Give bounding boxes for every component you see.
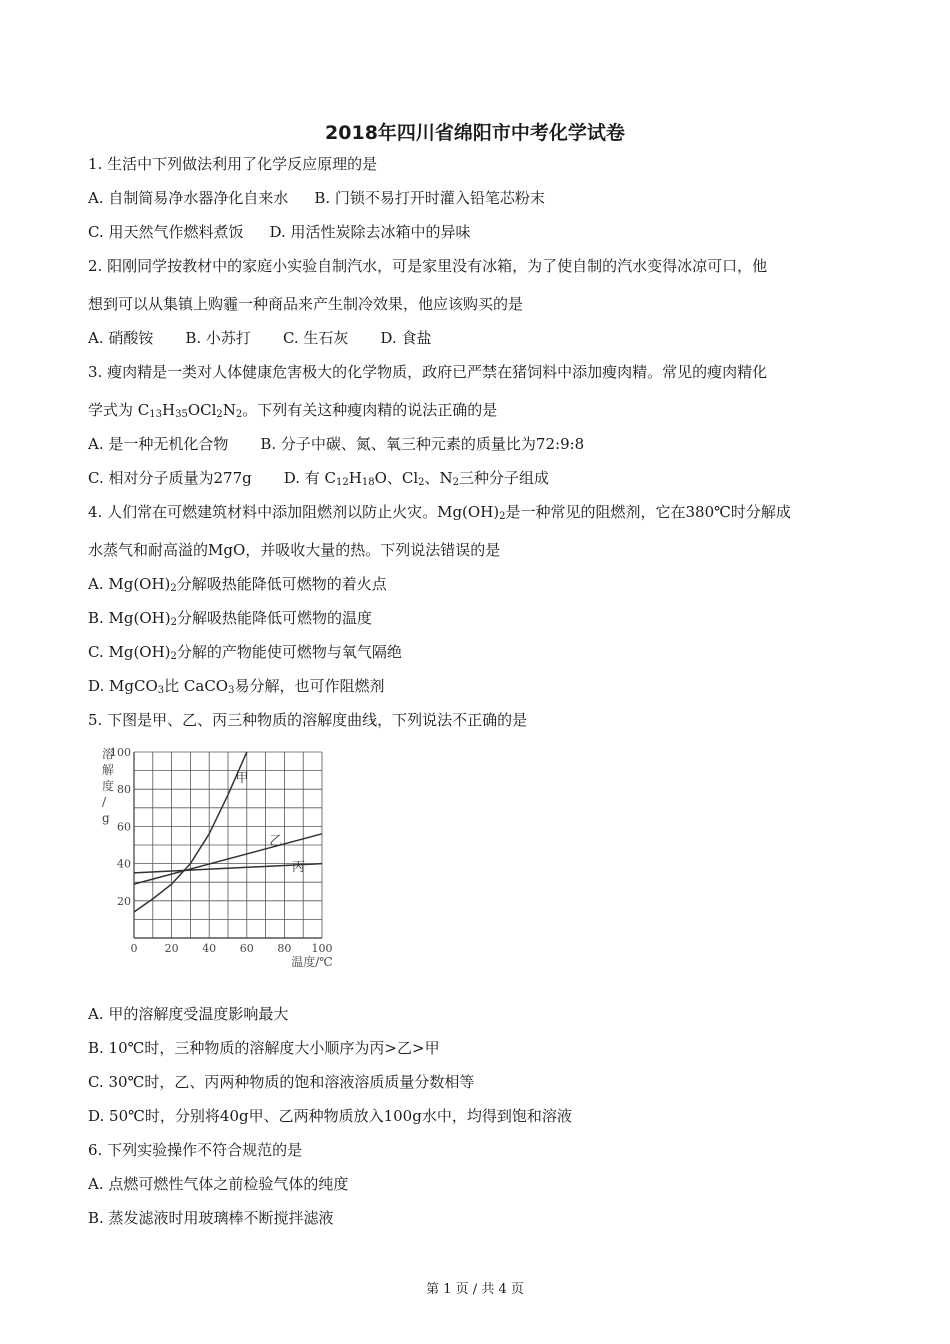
x-tick-label: 100	[311, 942, 333, 955]
y-axis-label: 度	[102, 779, 115, 793]
subscript: 18	[361, 477, 375, 488]
q4-option-b	[88, 608, 372, 628]
q3-text: D. 有 C	[283, 469, 336, 487]
q5-option-b: B. 10℃时，三种物质的溶解度大小顺序为丙>乙>甲	[88, 1039, 440, 1057]
y-axis-label: 溶	[102, 747, 115, 761]
q1-options-cd	[88, 222, 471, 242]
q4-text: A. Mg(OH)	[88, 575, 171, 593]
q4-text: 分解吸热能降低可燃物的温度	[176, 609, 372, 627]
q5-option-a: A. 甲的溶解度受温度影响最大	[88, 1005, 289, 1023]
subscript: 2	[418, 477, 425, 488]
q4-text: 易分解，也可作阻燃剂	[234, 677, 385, 695]
subscript: 3	[228, 685, 235, 696]
y-tick-label: 80	[117, 783, 131, 797]
y-tick-label: 100	[110, 746, 131, 759]
q3-stem-line1: 3. 瘦肉精是一类对人体健康危害极大的化学物质，政府已严禁在猪饲料中添加瘦肉精。常见的瘦肉精化	[88, 363, 768, 381]
x-tick-label: 0	[130, 942, 138, 955]
q3-option-c: C. 相对分子质量为277g	[88, 469, 252, 487]
q4-option-c	[88, 642, 402, 662]
subscript: 2	[452, 477, 460, 488]
q3-text: 。下列有关这种瘦肉精的说法正确的是	[242, 401, 498, 419]
subscript: 13	[149, 409, 162, 420]
q1-stem: 1. 生活中下列做法利用了化学反应原理的是	[88, 155, 378, 173]
q4-text: D. MgCO	[88, 677, 158, 695]
q4-option-a	[88, 574, 387, 594]
q1-option-a: A. 自制简易净水器净化自来水	[88, 189, 289, 207]
q5-option-c: C. 30℃时，乙、丙两种物质的饱和溶液溶质质量分数相等	[88, 1073, 475, 1091]
x-tick-label: 20	[164, 942, 179, 955]
q3-text: H	[161, 401, 176, 419]
subscript: 2	[235, 409, 243, 420]
x-axis-label: 温度/℃	[291, 955, 333, 969]
q3-text: 学式为 C	[88, 401, 150, 419]
q4-text: 比 CaCO	[164, 677, 229, 695]
subscript: 2	[170, 651, 177, 662]
q1-option-c: C. 用天然气作燃料煮饭	[88, 223, 244, 241]
subscript: 2	[216, 409, 223, 420]
y-axis-label: /	[102, 795, 107, 809]
q4-stem-line2: 水蒸气和耐高溢的MgO，并吸收大量的热。下列说法错误的是	[88, 541, 501, 559]
q3-options-ab	[88, 434, 584, 454]
q2-options	[88, 328, 431, 348]
subscript: 2	[170, 583, 177, 594]
q3-text: OCl	[187, 401, 217, 419]
q4-text: B. Mg(OH)	[88, 609, 171, 627]
series-label: 甲	[235, 770, 249, 786]
q4-text: 分解的产物能使可燃物与氧气隔绝	[176, 643, 402, 661]
q4-text: 分解吸热能降低可燃物的着火点	[176, 575, 387, 593]
q2-option-a: A. 硝酸铵	[88, 329, 154, 347]
q2-option-c: C. 生石灰	[282, 329, 349, 347]
x-tick-label: 60	[239, 942, 254, 955]
q6-stem: 6. 下列实验操作不符合规范的是	[88, 1141, 303, 1159]
q3-option-d	[284, 469, 549, 487]
q3-text: N	[222, 401, 236, 419]
q3-text: 、N	[424, 469, 453, 487]
q5-option-d: D. 50℃时，分别将40g甲、乙两种物质放入100g水中，均得到饱和溶液	[88, 1107, 572, 1125]
q4-option-d	[88, 676, 385, 696]
y-tick-label: 40	[117, 857, 131, 871]
q3-options-cd	[88, 468, 549, 488]
q3-option-b: B. 分子中碳、氮、氧三种元素的质量比为72:9:8	[260, 435, 585, 453]
y-axis-label: 解	[102, 763, 115, 777]
page-title: 2018年四川省绵阳市中考化学试卷	[325, 122, 625, 144]
series-label: 乙	[269, 834, 283, 849]
q1-option-d: D. 用活性炭除去冰箱中的异味	[269, 223, 471, 241]
q4-text: 是一种常见的阻燃剂，它在380℃时分解成	[505, 503, 791, 521]
subscript: 35	[175, 409, 188, 420]
q1-option-b: B. 门锁不易打开时灌入铅笔芯粉末	[314, 189, 545, 207]
q4-stem-line1	[88, 502, 791, 522]
q3-text: O、Cl	[374, 469, 419, 487]
q3-text: 三种分子组成	[459, 469, 550, 487]
q2-option-b: B. 小苏打	[185, 329, 251, 347]
page-footer: 第 1 页 / 共 4 页	[426, 1282, 524, 1297]
q6-option-a: A. 点燃可燃性气体之前检验气体的纯度	[88, 1175, 349, 1193]
series-label: 丙	[291, 860, 305, 876]
q4-text: 4. 人们常在可燃建筑材料中添加阻燃剂以防止火灾。Mg(OH)	[88, 503, 500, 521]
q2-option-d: D. 食盐	[380, 329, 432, 347]
q2-stem-line1: 2. 阳刚同学按教材中的家庭小实验自制汽水，可是家里没有冰箱，为了使自制的汽水变得冰凉可口，他	[88, 257, 768, 275]
x-tick-label: 40	[202, 942, 217, 955]
y-tick-label: 60	[117, 820, 131, 834]
q1-options-ab	[88, 188, 545, 208]
q5-stem: 5. 下图是甲、乙、丙三种物质的溶解度曲线，下列说法不正确的是	[88, 711, 528, 729]
q3-text: H	[348, 469, 362, 487]
subscript: 3	[157, 685, 165, 696]
subscript: 2	[499, 511, 506, 522]
q2-stem-line2: 想到可以从集镇上购霾一种商品来产生制冷效果，他应该购买的是	[88, 295, 524, 313]
q3-stem-line2	[88, 400, 497, 420]
q4-text: C. Mg(OH)	[88, 643, 171, 661]
q6-option-b: B. 蒸发滤液时用玻璃棒不断搅拌滤液	[88, 1209, 334, 1227]
chart-labels	[102, 746, 333, 969]
subscript: 12	[336, 477, 349, 488]
y-axis-label: g	[102, 811, 110, 825]
solubility-chart	[100, 742, 340, 974]
chart-grid	[134, 752, 322, 938]
subscript: 2	[170, 617, 177, 628]
q3-option-a: A. 是一种无机化合物	[88, 435, 229, 453]
y-tick-label: 20	[117, 894, 131, 908]
x-tick-label: 80	[277, 942, 292, 955]
